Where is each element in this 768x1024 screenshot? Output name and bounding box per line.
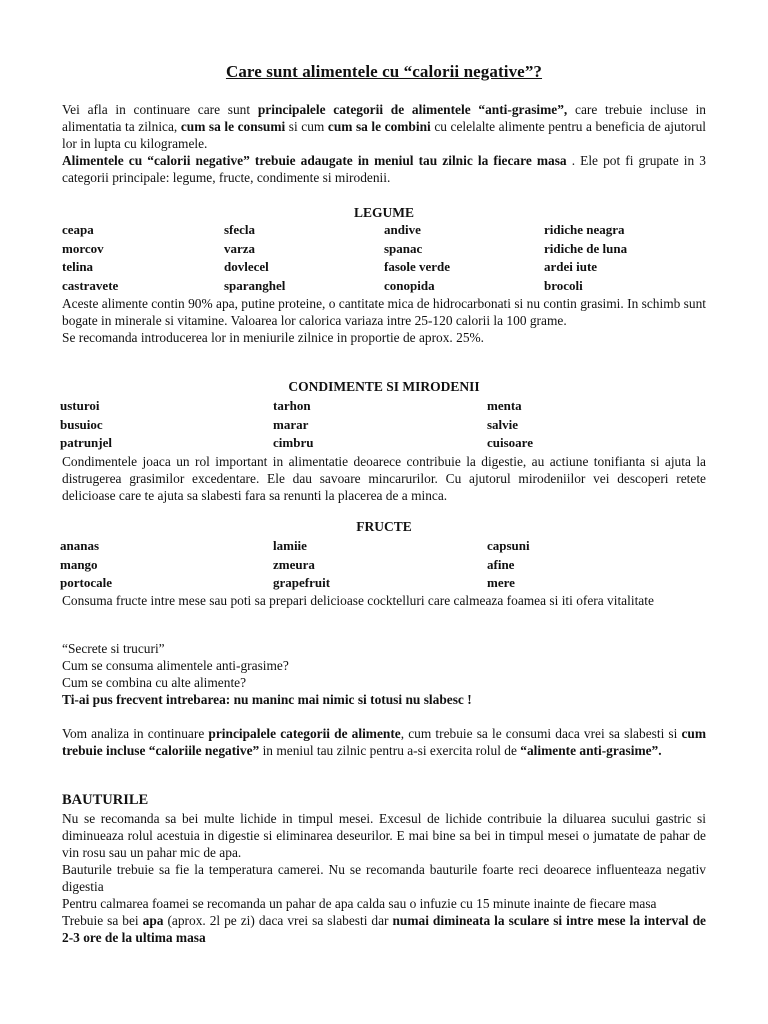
table-cell: brocoli bbox=[544, 277, 583, 293]
table-cell: capsuni bbox=[487, 538, 530, 553]
fructe-description: Consuma fructe intre mese sau poti sa prepari delicioase cocktelluri care calmeaza foamea si iti ofera vitalitate bbox=[62, 593, 654, 608]
condimente-table bbox=[62, 398, 706, 454]
table-cell: ardei iute bbox=[544, 259, 598, 275]
table-cell: sfecla bbox=[224, 222, 256, 237]
table-cell: mango bbox=[60, 556, 98, 572]
table-cell: portocale bbox=[60, 575, 112, 591]
condimente-heading: CONDIMENTE SI MIRODENII bbox=[288, 379, 480, 394]
secrete-question: Cum se consuma alimentele anti-grasime? bbox=[62, 658, 289, 673]
fructe-heading: FRUCTE bbox=[356, 519, 412, 534]
table-cell: ananas bbox=[60, 538, 100, 553]
table-cell: marar bbox=[273, 416, 309, 432]
table-cell: dovlecel bbox=[224, 259, 269, 275]
bauturile-bold-timing: numai dimineata la sculare si intre mese la interval de 2-3 ore de la ultima masa bbox=[62, 913, 706, 945]
table-row bbox=[62, 435, 706, 454]
intro-text: Vei afla in continuare care sunt bbox=[62, 102, 258, 117]
secrete-section bbox=[62, 640, 706, 708]
legume-table bbox=[62, 222, 706, 296]
bauturile-paragraph: Nu se recomanda sa bei multe lichide in timpul mesei. Excesul de lichide contribuie la diluarea sucului gastric si diminueaza rolul acestuia in digestie si eliminarea deseurilor. E mai bine sa bei in timpul mesei o jumatate de pahar de vin rosu sau un pahar mic de apa. bbox=[62, 811, 706, 860]
table-cell: varza bbox=[224, 240, 256, 256]
table-row bbox=[62, 278, 706, 297]
intro-text: care trebuie incluse in alimentatia ta zilnica, bbox=[62, 102, 707, 134]
intro-bold-consume: cum sa le consumi bbox=[180, 119, 286, 134]
analiza-paragraph bbox=[62, 725, 706, 759]
bauturile-paragraph bbox=[62, 912, 706, 946]
analiza-text: in meniul tau zilnic pentru a-si exercita rolul de bbox=[259, 743, 521, 758]
table-cell: tarhon bbox=[273, 398, 311, 413]
bauturile-paragraph: Bauturile trebuie sa fie la temperatura camerei. Nu se recomanda bauturile foarte reci deoarece influenteaza negativ digestia bbox=[62, 862, 706, 894]
fructe-table bbox=[62, 538, 706, 594]
table-row bbox=[62, 417, 706, 436]
table-cell: spanac bbox=[384, 240, 423, 256]
table-row bbox=[62, 259, 706, 278]
table-cell: patrunjel bbox=[60, 435, 112, 451]
bauturile-heading: BAUTURILE bbox=[62, 792, 149, 808]
table-row bbox=[62, 575, 706, 594]
table-row bbox=[62, 398, 706, 417]
table-cell: grapefruit bbox=[273, 575, 331, 591]
analiza-text: , cum trebuie sa le consumi daca vrei sa slabesti si bbox=[400, 726, 682, 741]
bauturile-paragraph: Pentru calmarea foamei se recomanda un pahar de apa calda sau o infuzie cu 15 minute inainte de fiecare masa bbox=[62, 896, 657, 911]
table-cell: castravete bbox=[62, 277, 119, 293]
intro-bold-categories: principalele categorii de alimentele “anti-grasime”, bbox=[257, 102, 568, 117]
intro-paragraph bbox=[62, 101, 706, 186]
analiza-bold-calories: cum trebuie incluse “caloriile negative” bbox=[62, 726, 707, 758]
analiza-bold-categories: principalele categorii de alimente bbox=[208, 726, 401, 741]
condimente-description: Condimentele joaca un rol important in alimentatie deoarece contribuie la digestie, au actiune tonifianta si ajuta la distrugerea grasimilor excedentare. Ele dau savoare mincarurilor. Cu ajutorul mirodeniilor vei descoperi retete delicioase care te ajuta sa slabesti fara sa renunti la placerea de a minca. bbox=[62, 454, 706, 503]
table-cell: busuioc bbox=[60, 416, 103, 432]
table-cell: ridiche de luna bbox=[544, 240, 628, 256]
table-cell: conopida bbox=[384, 277, 435, 293]
table-cell: morcov bbox=[62, 240, 104, 256]
table-cell: cimbru bbox=[273, 435, 314, 451]
bauturile-text: Trebuie sa bei bbox=[62, 913, 143, 928]
intro-text: si cum bbox=[285, 119, 328, 134]
table-cell: ceapa bbox=[62, 222, 94, 237]
table-cell: usturoi bbox=[60, 398, 100, 413]
table-cell: cuisoare bbox=[487, 435, 533, 451]
analiza-text: Vom analiza in continuare bbox=[62, 726, 209, 741]
table-cell: menta bbox=[487, 398, 522, 413]
table-cell: mere bbox=[487, 575, 515, 591]
bauturile-bold-water: apa bbox=[142, 913, 164, 928]
table-row bbox=[62, 538, 706, 557]
document-title: Care sunt alimentele cu “calorii negative”? bbox=[225, 62, 543, 81]
secrete-title: “Secrete si trucuri” bbox=[62, 641, 165, 656]
table-cell: sparanghel bbox=[224, 277, 286, 293]
intro-bold-combine: cum sa le combini bbox=[327, 119, 431, 134]
intro-text: cu celelalte alimente pentru a beneficia de ajutorul lor in lupta cu kilogramele. bbox=[62, 119, 706, 151]
table-cell: lamiie bbox=[273, 538, 307, 553]
table-row bbox=[62, 557, 706, 576]
legume-heading: LEGUME bbox=[353, 205, 414, 220]
secrete-bold-question: Ti-ai pus frecvent intrebarea: nu maninc mai nimic si totusi nu slabesc ! bbox=[62, 692, 472, 707]
secrete-question: Cum se combina cu alte alimente? bbox=[62, 675, 247, 690]
table-row bbox=[62, 222, 706, 241]
table-cell: fasole verde bbox=[384, 259, 451, 275]
table-cell: telina bbox=[62, 259, 94, 275]
bauturile-text: (aprox. 2l pe zi) daca vrei sa slabesti dar bbox=[163, 913, 393, 928]
table-cell: salvie bbox=[487, 416, 519, 432]
legume-description bbox=[62, 295, 706, 346]
intro-bold-add: Alimentele cu “calorii negative” trebuie adaugate in meniul tau zilnic la fiecare masa bbox=[62, 153, 567, 168]
table-cell: ridiche neagra bbox=[544, 222, 625, 237]
intro-text: . Ele pot fi grupate in 3 categorii principale: legume, fructe, condimente si mirodenii. bbox=[62, 153, 706, 185]
legume-text: Se recomanda introducerea lor in meniurile zilnice in proportie de aprox. 25%. bbox=[62, 330, 485, 345]
table-cell: afine bbox=[487, 556, 515, 572]
table-cell: andive bbox=[384, 222, 421, 237]
legume-text: Aceste alimente contin 90% apa, putine proteine, o cantitate mica de hidrocarbonati si nu contin grasimi. In schimb sunt bogate in minerale si vitamine. Valoarea lor calorica variaza intre 25-120 calorii la 100 grame. bbox=[62, 296, 706, 328]
table-row bbox=[62, 241, 706, 260]
table-cell: zmeura bbox=[273, 556, 315, 572]
bauturile-section bbox=[62, 810, 706, 946]
analiza-bold-anti-fat: “alimente anti-grasime”. bbox=[520, 743, 662, 758]
